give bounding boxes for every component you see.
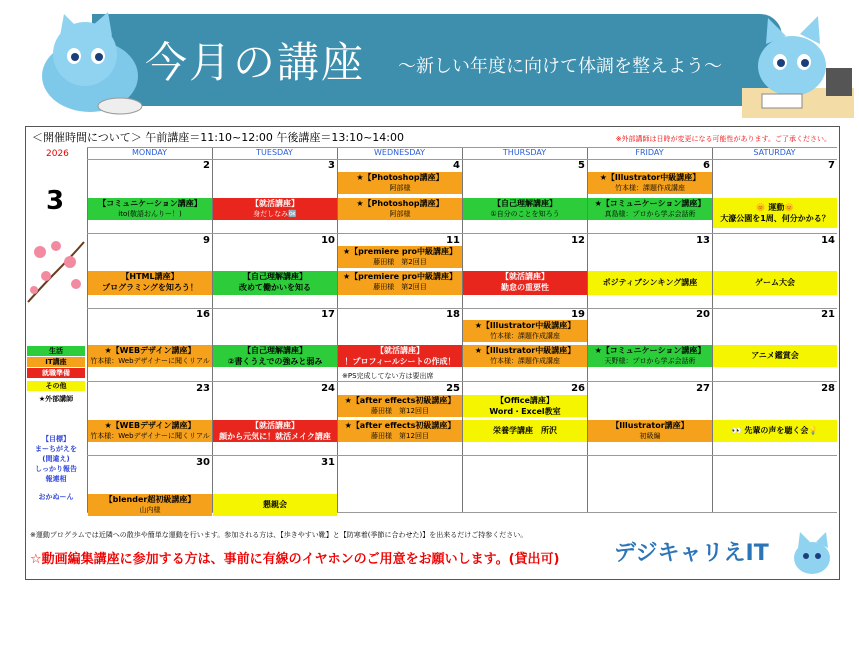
event-detail: 身だしなみ🆗	[253, 210, 297, 218]
event-title: 【blender超初級講座】	[104, 495, 196, 504]
event-title: 【Office講座】	[496, 396, 554, 405]
event-detail: 勤怠の重要性	[501, 283, 549, 292]
cat-laptop-icon	[742, 10, 854, 118]
legend-life: 生活	[27, 346, 85, 356]
event-detail: 阿部様	[389, 184, 411, 192]
event-detail: 竹本様：Webデザイナーに聞くリアル	[90, 432, 210, 440]
goal-text: (間違え)	[42, 455, 70, 463]
day-number: 31	[321, 457, 335, 468]
goal-text: 報連相	[45, 475, 67, 483]
event-title: 【自己理解講座】	[243, 272, 307, 281]
day-number: 23	[196, 383, 210, 394]
day-number: 9	[203, 235, 210, 246]
event-cell[interactable]	[713, 271, 837, 295]
event-cell[interactable]	[213, 345, 337, 367]
event-detail: 竹本様：Webデザイナーに聞くリアル	[90, 357, 210, 365]
legend-it: IT講座	[27, 357, 85, 367]
event-detail: Word・Excel教室	[489, 407, 561, 416]
event-title: ★【premiere pro中級講座】	[342, 247, 458, 256]
event-title: ★【after effects初級講座】	[344, 421, 456, 430]
day-number: 30	[196, 457, 210, 468]
event-detail: 藤田様 第12回目	[371, 407, 429, 415]
month-label: 3	[46, 186, 65, 216]
cat-mascot-icon	[30, 6, 150, 116]
event-title: 【就活講座】	[251, 421, 299, 430]
day-number: 2	[203, 160, 210, 171]
footer-warning: ☆動画編集講座に参加する方は、事前に有線のイヤホンのご用意をお願いします。(貸出可)	[30, 552, 560, 567]
event-title: 【就活講座】	[251, 199, 299, 208]
event-cell[interactable]	[338, 345, 462, 367]
event-title: ★【コミュニケーション講座】	[594, 346, 706, 355]
goal-text: 【目標】	[42, 435, 70, 443]
event-cell[interactable]	[88, 420, 212, 442]
event-cell[interactable]	[588, 345, 712, 367]
event-cell[interactable]	[213, 271, 337, 295]
event-detail: 藤田様 第2回目	[373, 258, 427, 266]
event-cell[interactable]	[338, 271, 462, 295]
event-detail: 真島様：プロから学ぶ会話術	[604, 210, 696, 218]
page-subtitle: ～新しい年度に向けて体調を整えよう～	[398, 56, 722, 77]
day-number: 13	[696, 235, 710, 246]
event-detail: ①自分のことを知ろう	[490, 210, 560, 218]
day-number: 16	[196, 309, 210, 320]
day-number: 19	[571, 309, 585, 320]
day-number: 5	[578, 160, 585, 171]
goal-text: まーちがえを	[35, 445, 77, 453]
brand-logo: デジキャリえIT	[614, 541, 769, 566]
event-title: 👀 先輩の声を聴く会💡	[731, 426, 819, 435]
day-number: 7	[828, 160, 835, 171]
event-cell[interactable]	[213, 198, 337, 220]
event-cell[interactable]	[88, 198, 212, 220]
goal-text: しっかり報告	[35, 465, 77, 473]
page-title: 今月の講座	[145, 38, 366, 87]
event-title: 栄養学講座 所沢	[493, 426, 557, 435]
event-detail: ！プロフィールシートの作成！	[344, 357, 456, 366]
event-title: 【コミュニケーション講座】	[98, 199, 202, 208]
event-cell[interactable]	[463, 271, 587, 295]
grid-line	[87, 147, 837, 148]
weekday-saturday: SATURDAY	[753, 148, 796, 157]
event-note: ※PS完成してない方は要出席	[342, 372, 434, 380]
event-title: 【自己理解講座】	[243, 346, 307, 355]
event-cell[interactable]	[463, 320, 587, 342]
event-cell[interactable]	[338, 395, 462, 417]
event-title: アニメ鑑賞会	[751, 351, 799, 360]
day-number: 21	[821, 309, 835, 320]
event-title: ゲーム大会	[755, 278, 795, 287]
day-number: 28	[821, 383, 835, 394]
event-cell[interactable]	[338, 172, 462, 194]
day-number: 17	[321, 309, 335, 320]
event-title: ★【Illustrator中級講座】	[474, 346, 576, 355]
day-number: 25	[446, 383, 460, 394]
day-number: 26	[571, 383, 585, 394]
day-number: 11	[446, 235, 460, 246]
event-cell[interactable]	[338, 246, 462, 268]
event-detail: 藤田様 第2回目	[373, 283, 427, 291]
event-cell[interactable]	[463, 395, 587, 417]
event-title: ★【WEBデザイン講座】	[104, 421, 196, 430]
event-detail: 阿部様	[389, 210, 411, 218]
event-title: ★【Photoshop講座】	[356, 199, 444, 208]
year-label: 2026	[46, 149, 69, 159]
event-detail: 大濠公園を1周、何分かかる？	[720, 214, 830, 223]
grid-line	[87, 381, 837, 382]
cat-small-icon	[790, 530, 834, 576]
goal-text: おかぬーん	[38, 493, 74, 501]
event-title: 【就活講座】	[376, 346, 424, 355]
event-cell[interactable]	[588, 271, 712, 295]
event-detail: 初級編	[639, 432, 661, 440]
grid-line	[87, 455, 837, 456]
event-detail: ito(敬語おんりー！)	[118, 210, 182, 218]
event-cell[interactable]	[588, 420, 712, 442]
session-times: ＜開催時間について＞ 午前講座＝11:10~12:00 午後講座＝13:10~14:00	[32, 131, 405, 144]
weekday-monday: MONDAY	[132, 148, 167, 157]
event-cell[interactable]	[713, 420, 837, 442]
event-cell[interactable]	[588, 172, 712, 194]
day-number: 10	[321, 235, 335, 246]
event-cell[interactable]	[338, 420, 462, 442]
event-cell[interactable]	[713, 198, 837, 228]
event-title: 【自己理解講座】	[493, 199, 557, 208]
event-detail: 藤田様 第12回目	[371, 432, 429, 440]
event-title: 懇親会	[263, 500, 287, 509]
event-title: ★【WEBデザイン講座】	[104, 346, 196, 355]
event-cell[interactable]	[463, 345, 587, 367]
event-title: 【Illustrator講座】	[611, 421, 689, 430]
event-title: ★【コミュニケーション講座】	[594, 199, 706, 208]
weekday-friday: FRIDAY	[635, 148, 664, 157]
event-detail: プログラミングを知ろう！	[102, 283, 198, 292]
event-title: ★【Photoshop講座】	[356, 173, 444, 182]
legend-job: 就職準備	[27, 368, 85, 378]
weekday-thursday: THURSDAY	[502, 148, 547, 157]
event-cell[interactable]	[588, 198, 712, 220]
event-detail: 天野様：プロから学ぶ会話術	[604, 357, 696, 365]
event-title: 【就活講座】	[501, 272, 549, 281]
event-cell[interactable]	[463, 420, 587, 442]
grid-line	[87, 233, 837, 234]
day-number: 24	[321, 383, 335, 394]
footer-note: ※運動プログラムでは近隣への散歩や簡単な運動を行います。参加される方は、【歩きやすい靴】と【防寒着(季節に合わせた)】を出来るだけご持参ください。	[30, 531, 528, 539]
event-title: ★【Illustrator中級講座】	[599, 173, 701, 182]
day-number: 3	[328, 160, 335, 171]
day-number: 4	[453, 160, 460, 171]
event-cell[interactable]	[88, 494, 212, 516]
event-detail: 竹本様：課題作成講座	[615, 184, 685, 192]
weekday-wednesday: WEDNESDAY	[374, 148, 425, 157]
legend-external: ★外部講師	[27, 394, 85, 404]
day-number: 27	[696, 383, 710, 394]
event-cell[interactable]	[463, 198, 587, 220]
event-title: ★【after effects初級講座】	[344, 396, 456, 405]
event-cell[interactable]	[213, 420, 337, 442]
weekday-tuesday: TUESDAY	[256, 148, 293, 157]
plum-blossom-icon	[26, 232, 86, 304]
day-number: 20	[696, 309, 710, 320]
event-cell[interactable]	[713, 345, 837, 367]
event-detail: 山内様	[139, 506, 161, 514]
day-number: 18	[446, 309, 460, 320]
event-title: ★【premiere pro中級講座】	[342, 272, 458, 281]
event-title: 🌞 運動🌞	[755, 203, 795, 212]
event-detail: 竹本様：課題作成講座	[490, 357, 560, 365]
event-cell[interactable]	[88, 345, 212, 367]
event-cell[interactable]	[213, 494, 337, 516]
event-cell[interactable]	[88, 271, 212, 295]
event-title: ポジティブシンキング講座	[602, 278, 698, 287]
day-number: 12	[571, 235, 585, 246]
event-title: 【HTML講座】	[121, 272, 179, 281]
day-number: 14	[821, 235, 835, 246]
event-cell[interactable]	[338, 198, 462, 220]
event-detail: 顔から元気に！就活メイク講座	[219, 432, 331, 441]
event-detail: 改めて働かいを知る	[239, 283, 311, 292]
event-detail: 竹本様：課題作成講座	[490, 332, 560, 340]
external-note: ※外部講師は日時が変更になる可能性があります。ご了承ください。	[615, 135, 831, 143]
legend-other: その他	[27, 381, 85, 391]
event-title: ★【Illustrator中級講座】	[474, 321, 576, 330]
event-detail: ②書くうえでの強みと弱み	[227, 357, 323, 366]
day-number: 6	[703, 160, 710, 171]
